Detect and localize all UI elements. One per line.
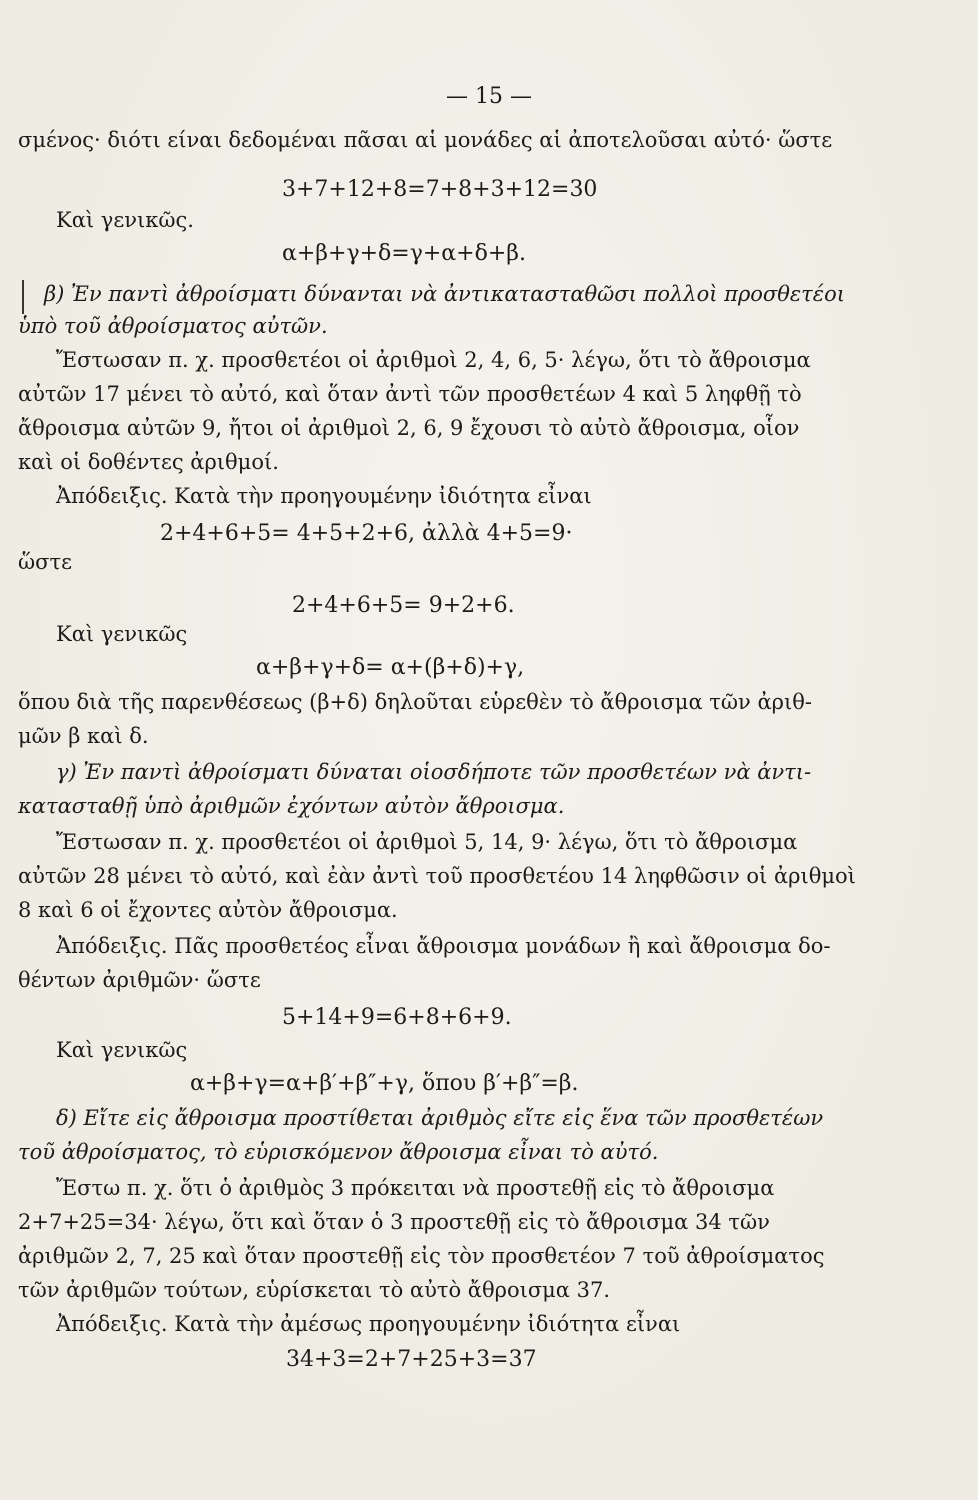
theorem-line: κατασταθῇ ὑπὸ ἀριθμῶν ἐχόντων αὐτὸν ἄθροισμα. [18, 794, 565, 818]
text-line: Καὶ γενικῶς. [56, 208, 194, 232]
text-line: 8 καὶ 6 οἱ ἔχοντες αὐτὸν ἄθροισμα. [18, 898, 398, 922]
proof-line: Ἀπόδειξις. Κατὰ τὴν προηγουμένην ἰδιότητα εἶναι [56, 484, 592, 508]
text-line: σμένος· διότι είναι δεδομέναι πᾶσαι αἱ μονάδες αἱ ἀποτελοῦσαι αὐτό· ὥστε [18, 128, 833, 152]
theorem-line: δ) Εἴτε εἰς ἄθροισμα προστίθεται ἀριθμὸς εἴτε εἰς ἕνα τῶν προσθετέων [56, 1106, 824, 1130]
text-line: Ἔστωσαν π. χ. προσθετέοι οἱ ἀριθμοὶ 5, 14, 9· λέγω, ὅτι τὸ ἄθροισμα [56, 830, 798, 854]
text-line: Καὶ γενικῶς [56, 1038, 188, 1062]
text-line: Ἔστω π. χ. ὅτι ὁ ἀριθμὸς 3 πρόκειται νὰ προστεθῇ εἰς τὸ ἄθροισμα [56, 1176, 775, 1200]
equation-line: α+β+γ=α+β′+β″+γ, ὅπου β′+β″=β. [190, 1071, 579, 1096]
equation-line: α+β+γ+δ= α+(β+δ)+γ, [256, 655, 525, 680]
text-line: αὐτῶν 28 μένει τὸ αὐτό, καὶ ἐὰν ἀντὶ τοῦ προσθετέου 14 ληφθῶσιν οἱ ἀριθμοὶ [18, 864, 856, 888]
page-number: — 15 — [446, 84, 532, 109]
theorem-line: ὑπὸ τοῦ ἀθροίσματος αὐτῶν. [18, 314, 328, 338]
text-line: θέντων ἀριθμῶν· ὥστε [18, 968, 261, 992]
equation-line: 3+7+12+8=7+8+3+12=30 [282, 177, 598, 202]
text-line: Καὶ γενικῶς [56, 622, 188, 646]
proof-line: Ἀπόδειξις. Πᾶς προσθετέος εἶναι ἄθροισμα μονάδων ἢ καὶ ἄθροισμα δο- [56, 934, 831, 958]
equation-line: α+β+γ+δ=γ+α+δ+β. [282, 241, 526, 266]
theorem-line: β) Ἐν παντὶ ἀθροίσματι δύνανται νὰ ἀντικατασταθῶσι πολλοὶ προσθετέοι [44, 282, 845, 306]
equation-line: 34+3=2+7+25+3=37 [286, 1347, 537, 1372]
text-line: ὅπου διὰ τῆς παρενθέσεως (β+δ) δηλοῦται εὑρεθὲν τὸ ἄθροισμα τῶν ἀριθ- [18, 690, 812, 714]
text-line: 2+7+25=34· λέγω, ὅτι καὶ ὅταν ὁ 3 προστεθῇ εἰς τὸ ἄθροισμα 34 τῶν [18, 1210, 770, 1234]
text-line: τῶν ἀριθμῶν τούτων, εὑρίσκεται τὸ αὐτὸ ἄθροισμα 37. [18, 1278, 611, 1302]
text-line: μῶν β καὶ δ. [18, 724, 149, 748]
text-line: καὶ οἱ δοθέντες ἀριθμοί. [18, 450, 279, 474]
text-line: ἀριθμῶν 2, 7, 25 καὶ ὅταν προστεθῇ εἰς τὸν προσθετέον 7 τοῦ ἀθροίσματος [18, 1244, 825, 1268]
equation-line: 2+4+6+5= 4+5+2+6, ἀλλὰ 4+5=9· [160, 521, 573, 546]
equation-line: 5+14+9=6+8+6+9. [282, 1005, 512, 1030]
margin-mark [22, 280, 24, 314]
text-line: Ἔστωσαν π. χ. προσθετέοι οἱ ἀριθμοὶ 2, 4, 6, 5· λέγω, ὅτι τὸ ἄθροισμα [56, 348, 811, 372]
text-line: αὐτῶν 17 μένει τὸ αὐτό, καὶ ὅταν ἀντὶ τῶν προσθετέων 4 καὶ 5 ληφθῇ τὸ [18, 382, 802, 406]
proof-line: Ἀπόδειξις. Κατὰ τὴν ἀμέσως προηγουμένην ἰδιότητα εἶναι [56, 1312, 681, 1336]
theorem-line: τοῦ ἀθροίσματος, τὸ εὑρισκόμενον ἄθροισμα εἶναι τὸ αὐτό. [18, 1140, 659, 1164]
text-line: ἄθροισμα αὐτῶν 9, ἤτοι οἱ ἀριθμοὶ 2, 6, 9 ἔχουσι τὸ αὐτὸ ἄθροισμα, οἷον [18, 416, 800, 440]
text-line: ὥστε [18, 550, 72, 574]
theorem-line: γ) Ἐν παντὶ ἀθροίσματι δύναται οἱοσδήποτε τῶν προσθετέων νὰ ἀντι- [56, 760, 812, 784]
equation-line: 2+4+6+5= 9+2+6. [292, 593, 515, 618]
